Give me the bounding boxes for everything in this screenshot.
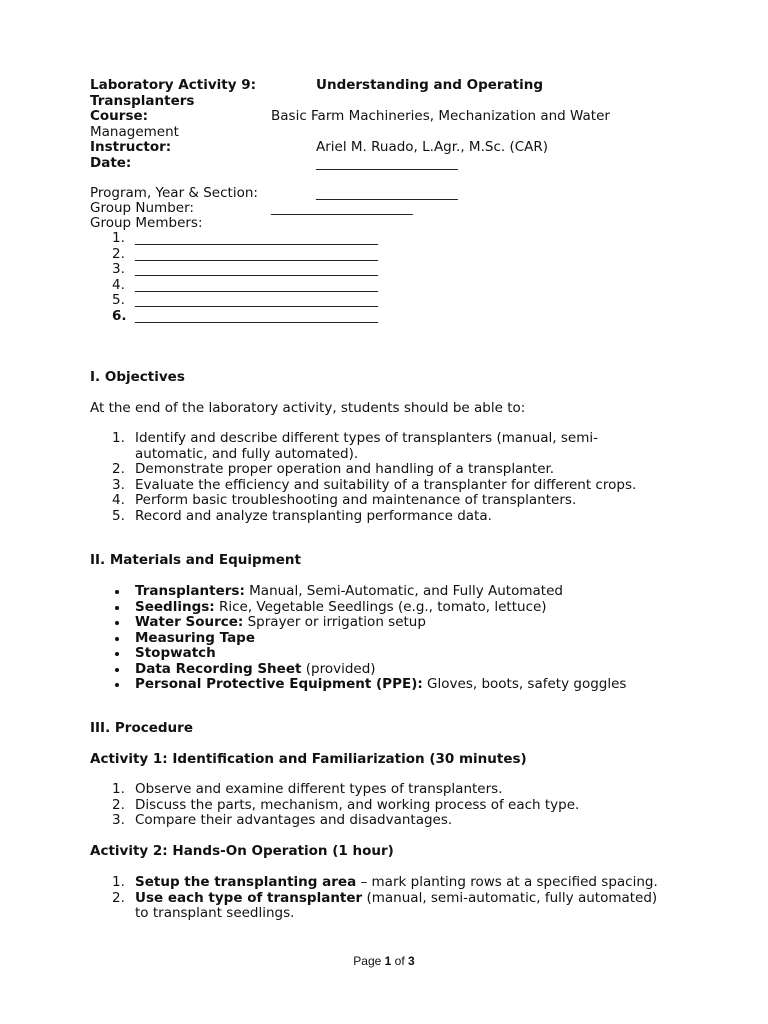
list-item: 3. Evaluate the efficiency and suitability of a transplanter for different crops. bbox=[112, 476, 637, 493]
activity1-heading: Activity 1: Identification and Familiarization (30 minutes) bbox=[90, 751, 527, 767]
list-item: Transplanters: Manual, Semi-Automatic, and Fully Automated bbox=[90, 584, 670, 600]
course-value: Basic Farm Machineries, Mechanization and Water bbox=[271, 108, 610, 124]
list-item: 1. Identify and describe different types of transplanters (manual, semi-automatic, and fully automated). bbox=[112, 430, 599, 462]
member-line: 5. ____________________________________ bbox=[112, 292, 378, 308]
of-word: of bbox=[394, 954, 405, 968]
page-total: 3 bbox=[408, 954, 415, 968]
list-item: Water Source: Sprayer or irrigation setup bbox=[90, 615, 670, 631]
activity2-heading: Activity 2: Hands-On Operation (1 hour) bbox=[90, 843, 394, 859]
list-item: Data Recording Sheet (provided) bbox=[90, 662, 670, 678]
list-item: 2. Use each type of transplanter (manual, semi-automatic, fully automated) to transplant seedlings. bbox=[112, 889, 658, 921]
activity-label: Laboratory Activity 9: bbox=[90, 77, 257, 93]
objectives-intro: At the end of the laboratory activity, students should be able to: bbox=[90, 400, 526, 416]
list-item: 2. Discuss the parts, mechanism, and working process of each type. bbox=[112, 796, 580, 813]
course-value-cont: Management bbox=[90, 123, 179, 140]
instructor-label: Instructor: bbox=[90, 139, 172, 155]
group-number-label: Group Number: bbox=[90, 200, 194, 216]
materials-heading: II. Materials and Equipment bbox=[90, 552, 301, 568]
materials-list bbox=[90, 584, 670, 693]
member-line: 6. ____________________________________ bbox=[112, 307, 378, 324]
list-item: 1. Observe and examine different types of transplanters. bbox=[112, 781, 503, 797]
bullet-icon bbox=[115, 621, 119, 625]
list-item: 4. Perform basic troubleshooting and maintenance of transplanters. bbox=[112, 492, 577, 508]
objectives-heading: I. Objectives bbox=[90, 369, 185, 385]
group-members-label: Group Members: bbox=[90, 215, 203, 231]
list-item: Measuring Tape bbox=[90, 631, 670, 647]
list-item: 5. Record and analyze transplanting performance data. bbox=[112, 507, 492, 524]
group-members-list bbox=[90, 231, 378, 324]
course-label: Course: bbox=[90, 108, 149, 124]
instructor-value: Ariel M. Ruado, L.Agr., M.Sc. (CAR) bbox=[316, 139, 549, 155]
page-word: Page bbox=[353, 954, 382, 968]
bullet-icon bbox=[115, 668, 119, 672]
date-blank: _____________________ bbox=[316, 154, 458, 171]
bullet-icon bbox=[115, 590, 119, 594]
page-number: 1 bbox=[384, 954, 392, 968]
activity-title: Understanding and Operating bbox=[316, 77, 544, 93]
page-footer bbox=[0, 954, 768, 968]
member-line: 2. ____________________________________ bbox=[112, 245, 378, 262]
bullet-icon bbox=[115, 637, 119, 641]
list-item: 3. Compare their advantages and disadvantages. bbox=[112, 812, 453, 828]
bullet-icon bbox=[115, 606, 119, 610]
objectives-list bbox=[90, 431, 670, 524]
bullet-icon bbox=[115, 683, 119, 687]
activity-title-cont: Transplanters bbox=[90, 92, 195, 109]
program-label: Program, Year & Section: bbox=[90, 185, 258, 201]
group-number-blank: _____________________ bbox=[271, 200, 413, 216]
activity2-list bbox=[90, 875, 670, 922]
activity1-list bbox=[90, 782, 670, 829]
date-label: Date: bbox=[90, 154, 132, 171]
list-item: Stopwatch bbox=[90, 646, 670, 662]
list-item: 1. Setup the transplanting area – mark planting rows at a specified spacing. bbox=[112, 874, 658, 890]
member-line: 3. ____________________________________ bbox=[112, 261, 378, 277]
procedure-heading: III. Procedure bbox=[90, 720, 193, 736]
bullet-icon bbox=[115, 652, 119, 656]
list-item: Seedlings: Rice, Vegetable Seedlings (e.g., tomato, lettuce) bbox=[90, 600, 670, 616]
list-item: 2. Demonstrate proper operation and handling of a transplanter. bbox=[112, 461, 555, 477]
member-line: 4. ____________________________________ bbox=[112, 276, 378, 293]
program-blank: _____________________ bbox=[316, 185, 458, 201]
member-line: 1. ____________________________________ bbox=[112, 230, 378, 246]
list-item: Personal Protective Equipment (PPE): Gloves, boots, safety goggles bbox=[90, 677, 670, 693]
